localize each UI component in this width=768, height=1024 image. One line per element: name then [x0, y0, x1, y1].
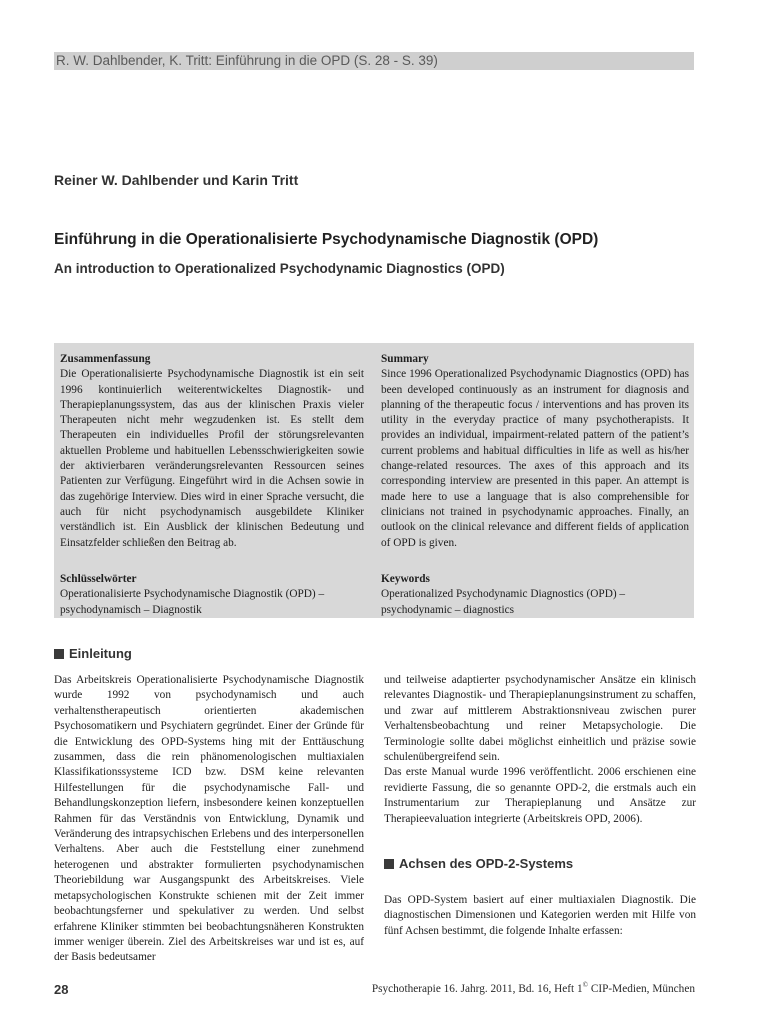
- keywords-english-heading: Keywords: [381, 573, 430, 585]
- section-heading-text: Achsen des OPD-2-Systems: [399, 856, 574, 871]
- paragraph: und teilweise adaptierter psychodynamischer Ansätze ein klinisch relevantes Diagnostik- und Therapieplanungsinstrument zu schaffen, und zwar auf mittlerem Abstraktionsniveau zwischen purer Verhaltensbeobachtung und reiner Metapsychologie. Die Terminologie sollte dabei möglichst einheitlich und präzise sowie schulenübergreifend sein.: [384, 674, 696, 764]
- article-title-english: An introduction to Operationalized Psychodynamic Diagnostics (OPD): [54, 261, 505, 276]
- keywords-german: [60, 572, 370, 618]
- citation-publisher: CIP-Medien, München: [588, 982, 695, 995]
- page-number: 28: [54, 982, 69, 997]
- abstract-english-text: Since 1996 Operationalized Psychodynamic Diagnostics (OPD) has been developed continuously as an instrument for diagnosis and planning of the therapeutic focus / interventions and has proven its utility in the everyday practice of many psychotherapists. It provides an individual, impairment-related pattern of the patient’s current problems and habitual difficulties in life as well as his/her change-related resources. The axes of this approach and its corresponding interview are presented in this paper. An attempt is made here to use a language that is also comprehensible for clinicians not trained in psychodynamic approaches. Finally, an outlook on the clinical relevance and different fields of application of OPD is given.: [381, 368, 689, 549]
- paragraph: Das erste Manual wurde 1996 veröffentlicht. 2006 erschienen eine revidierte Fassung, die so genannte OPD-2, die erstmals auch ein Instrumentarium zur Therapieplanung und Ansätze zur Therapieevaluation integrierte (Arbeitskreis OPD, 2006).: [384, 766, 696, 825]
- abstract-german-heading: Zusammenfassung: [60, 353, 151, 365]
- square-bullet-icon: [54, 649, 64, 659]
- square-bullet-icon: [384, 859, 394, 869]
- paragraph: Das Arbeitskreis Operationalisierte Psychodynamische Diagnostik wurde 1992 von psychodynamisch und auch verhaltenstherapeutisch orientierten akademischen Psychosomatikern und Psychiatern gegründet. Einer der Gründe für die Entwicklung des OPD-Systems hing mit der Enttäuschung zusammen, dass die rein phänomenologischen multiaxialen Klassifikationssysteme ICD bzw. DSM keine relevanten Hilfestellungen für die psychodynamische Fall- und Behandlungskonzeption liefern, insbesondere keinen konzeptuellen Rahmen für das Verständnis von Entwicklung, Dynamik und Veränderung des intrapsychischen Erlebens und des interpersonellen Verhaltens. Aber auch die Feststellung einer zunehmend heterogenen und abstrakter formulierten psychodynamischen Theoriebildung war Ausgangspunkt des Arbeitskreises. Viele metapsychologischen Konstrukte schienen mit der Zeit immer beobachtungsferner und spekulativer zu werden. Und selbst erfahrene Kliniker stimmten bei beobachtungsnäheren Konstrukten immer weniger überein. Ziel des Arbeitskreises war und ist es, auf der Basis bedeutsamer: [54, 674, 364, 964]
- abstract-english: [381, 352, 689, 551]
- body-column-left: [54, 673, 364, 966]
- keywords-english-text: Operationalized Psychodynamic Diagnostics (OPD) – psychodynamic – diagnostics: [381, 588, 626, 616]
- citation-main: Psychotherapie 16. Jahrg. 2011, Bd. 16, Heft 1: [371, 982, 583, 995]
- abstract-german-text: Die Operationalisierte Psychodynamische Diagnostik ist ein seit 1996 kontinuierlich weiterentwickeltes Diagnostik- und Therapieplanungssystem, das aus der klinischen Praxis vieler Therapeuten nicht mehr wegzudenken ist. Es stellt dem Therapeuten ein individuelles Profil der störungsrelevanten aktuellen Probleme und habituellen Lebensschwierigkeiten sowie der aktivierbaren veränderungsrelevanten Ressourcen seines Patienten zur Verfügung. Eingeführt wird in die Achsen sowie in das zugehörige Interview. Dies wird in einer Sprache versucht, die auch für nicht psychodynamisch ausgebildete Kliniker verständlich ist. Ein Ausblick der klinischen Bedeutung und Einsatzfelder schließen den Beitrag ab.: [60, 368, 364, 549]
- section-heading-axes: [384, 856, 573, 871]
- abstract-german: [60, 352, 364, 551]
- abstract-box: [54, 343, 694, 618]
- keywords-english: [381, 572, 689, 618]
- section-heading-text: Einleitung: [69, 646, 132, 661]
- keywords-german-text: Operationalisierte Psychodynamische Diagnostik (OPD) – psychodynamisch – Diagnostik: [60, 588, 325, 616]
- body-column-right: [384, 673, 696, 827]
- article-title-german: Einführung in die Operationalisierte Psychodynamische Diagnostik (OPD): [54, 231, 599, 248]
- section-heading-introduction: [54, 646, 132, 661]
- body-column-right-lower: [384, 893, 696, 939]
- journal-citation: [372, 981, 695, 995]
- article-authors: Reiner W. Dahlbender und Karin Tritt: [54, 172, 299, 188]
- copyright-mark: ©: [582, 981, 588, 989]
- abstract-english-heading: Summary: [381, 353, 429, 365]
- paragraph: Das OPD-System basiert auf einer multiaxialen Diagnostik. Die diagnostischen Dimensionen und Kategorien werden mit Hilfe von fünf Achsen bestimmt, die folgende Inhalte erfassen:: [384, 894, 696, 937]
- keywords-german-heading: Schlüsselwörter: [60, 573, 137, 585]
- running-head: R. W. Dahlbender, K. Tritt: Einführung in die OPD (S. 28 - S. 39): [54, 52, 694, 70]
